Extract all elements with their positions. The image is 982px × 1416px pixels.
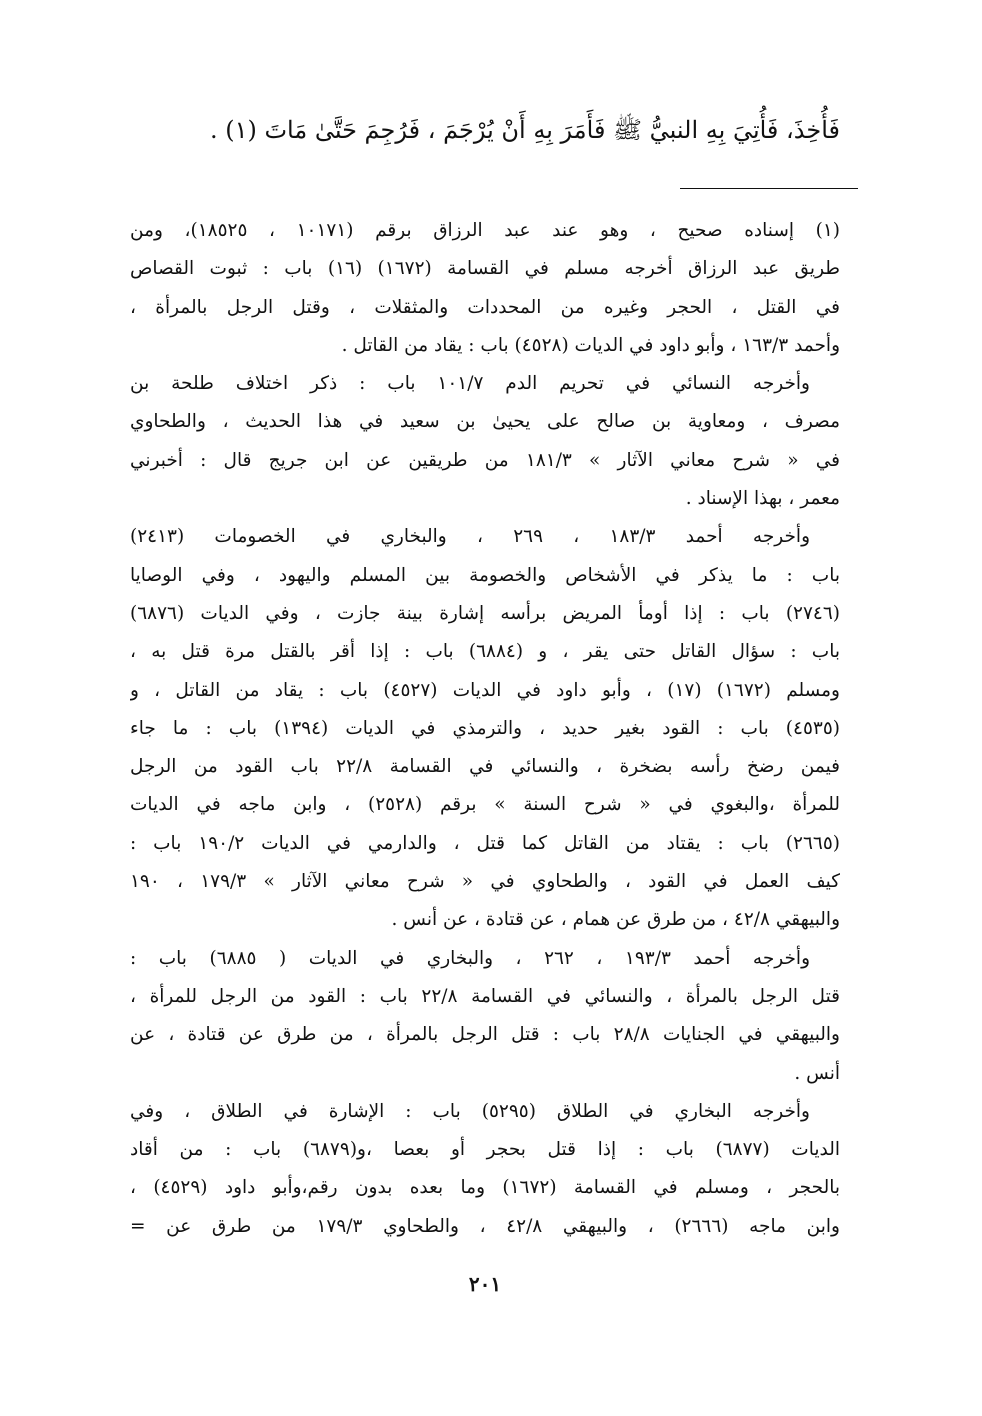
footnote-line: ومسلم (١٦٧٢) (١٧) ، وأبو داود في الديات (٤٥٢٧) باب : يقاد من القاتل ، و xyxy=(130,679,840,701)
footnote-line: (٢٦٦٥) باب : يقتاد من القاتل كما قتل ، والدارمي في الديات ١٩٠/٢ باب : xyxy=(130,832,840,854)
footnote-line: قتل الرجل بالمرأة ، والنسائي في القسامة ٢٢/٨ باب : القود من الرجل للمرأة ، xyxy=(130,985,840,1007)
footnote-line: باب : سؤال القاتل حتى يقر ، و (٦٨٨٤) باب : إذا أقر بالقتل مرة قتل به ، xyxy=(130,641,840,663)
footnote-line: في القتل ، الحجر وغيره من المحددات والمثقلات ، وقتل الرجل بالمرأة ، xyxy=(130,296,840,318)
footnote-line: (١) إسناده صحيح ، وهو عند عبد الرزاق برقم (١٠١٧١ ، ١٨٥٢٥)، ومن xyxy=(130,220,840,241)
footnote-line: وأخرجه أحمد ١٩٣/٣ ، ٢٦٢ ، والبخاري في الديات ( ٦٨٨٥) باب : xyxy=(130,947,810,969)
footnote-line: (٤٥٣٥) باب : القود بغير حديد ، والترمذي في الديات (١٣٩٤) باب : ما جاء xyxy=(130,717,840,739)
footnote-line: للمرأة ،والبغوي في « شرح السنة » برقم (٢٥٢٨) ، وابن ماجه في الديات xyxy=(130,794,840,816)
footnote-paragraph xyxy=(130,518,840,939)
footnote-paragraph xyxy=(130,940,840,1093)
page-number: ٢٠١ xyxy=(468,1272,502,1296)
footnote-paragraph xyxy=(130,212,840,365)
footnote-separator xyxy=(680,188,858,189)
footnote-line: في « شرح معاني الآثار » ١٨١/٣ من طريقين عن ابن جريج قال : أخبرني xyxy=(130,449,840,471)
footnote-line: مصرف ، ومعاوية بن صالح على يحيىٰ بن سعيد في هذا الحديث ، والطحاوي xyxy=(130,411,840,433)
footnote-line: (٢٧٤٦) باب : إذا أومأ المريض برأسه إشارة بينة جازت ، وفي الديات (٦٨٧٦) xyxy=(130,602,840,624)
footnote-line: وأخرجه البخاري في الطلاق (٥٢٩٥) باب : الإشارة في الطلاق ، وفي xyxy=(130,1100,810,1122)
footnote-line: الديات (٦٨٧٧) باب : إذا قتل بحجر أو بعصا ،و(٦٨٧٩) باب : من أقاد xyxy=(130,1139,840,1161)
footnote-line: وأخرجه أحمد ١٨٣/٣ ، ٢٦٩ ، والبخاري في الخصومات (٢٤١٣) xyxy=(130,526,811,548)
footnote-line: أنس . xyxy=(794,1062,840,1084)
footnote-line: معمر ، بهذا الإسناد . xyxy=(685,488,840,510)
footnote-paragraph xyxy=(130,1093,840,1246)
footnote-line: وأحمد ١٦٣/٣ ، وأبو داود في الديات (٤٥٢٨) باب : يقاد من القاتل . xyxy=(341,334,840,356)
footnote-line: فيمن رضخ رأسه بضخرة ، والنسائي في القسامة ٢٢/٨ باب القود من الرجل xyxy=(130,756,840,778)
footnote-line: بالحجر ، ومسلم في القسامة (١٦٧٢) وما بعده بدون رقم،وأبو داود (٤٥٢٩) ، xyxy=(130,1177,840,1199)
hadith-text: فَأُخِذَ، فَأُتِيَ بِهِ النبيُّ ﷺ فَأَمَرَ بِهِ أَنْ يُرْجَمَ ، فَرُجِمَ حَتَّىٰ مَاتَ (١) . xyxy=(209,116,840,144)
footnote-line: والبيهقي في الجنايات ٢٨/٨ باب : قتل الرجل بالمرأة ، من طرق عن قتادة ، عن xyxy=(130,1024,840,1046)
document-page xyxy=(130,100,840,1350)
footnotes xyxy=(130,212,840,1246)
footnote-line: باب : ما يذكر في الأشخاص والخصومة بين المسلم واليهود ، وفي الوصايا xyxy=(130,564,840,586)
footnote-line: وأخرجه النسائي في تحريم الدم ١٠١/٧ باب : ذكر اختلاف طلحة بن xyxy=(130,373,810,395)
footnote-line: والبيهقي ٤٢/٨ ، من طرق عن همام ، عن قتادة ، عن أنس . xyxy=(391,909,840,931)
footnote-paragraph xyxy=(130,365,840,518)
footnote-line: كيف العمل في القود ، والطحاوي في « شرح معاني الآثار » ١٧٩/٣ ، ١٩٠ xyxy=(130,871,840,893)
footnote-line: طريق عبد الرزاق أخرجه مسلم في القسامة (١٦٧٢) (١٦) باب : ثبوت القصاص xyxy=(130,258,840,280)
footnote-line: وابن ماجه (٢٦٦٦) ، والبيهقي ٤٢/٨ ، والطحاوي ١٧٩/٣ من طرق عن = xyxy=(130,1215,840,1237)
